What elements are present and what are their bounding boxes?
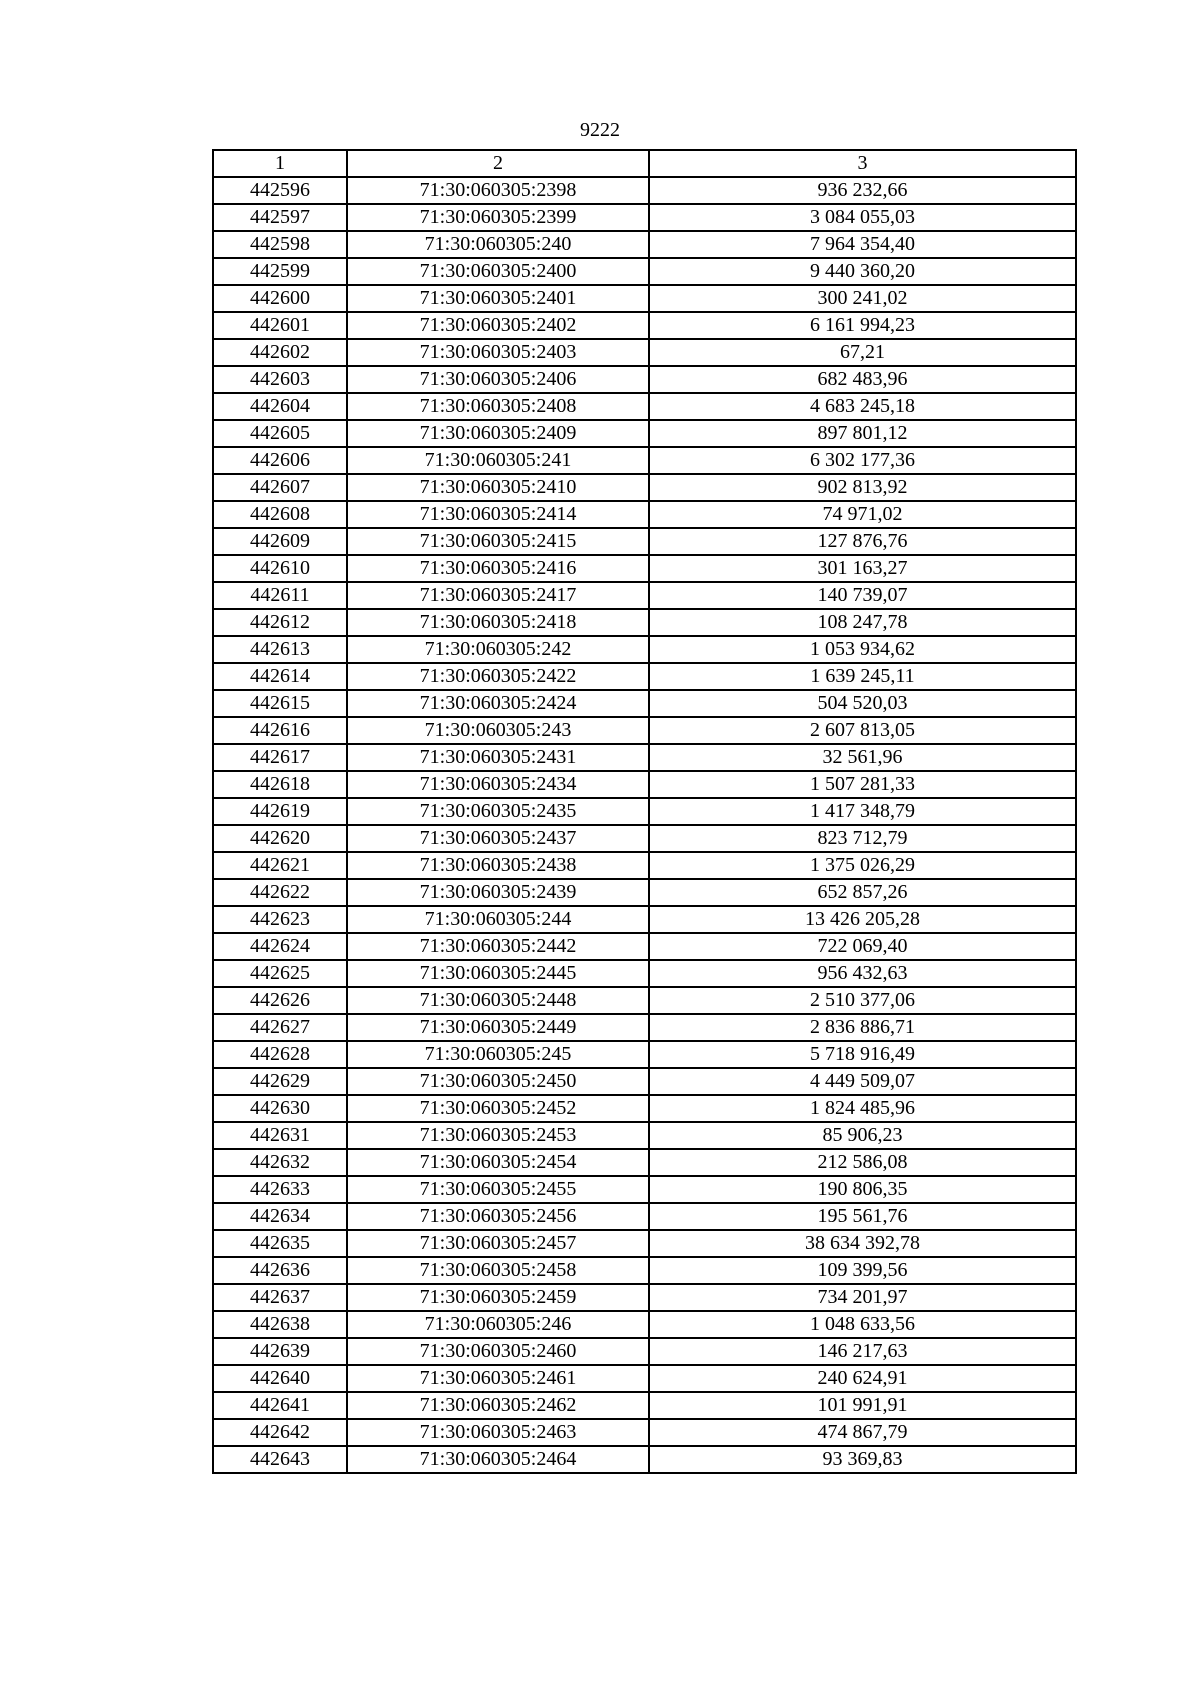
row-number-cell: 442632	[213, 1149, 347, 1176]
cadastral-number-cell: 71:30:060305:2455	[347, 1176, 649, 1203]
cadastral-number-cell: 71:30:060305:2454	[347, 1149, 649, 1176]
cadastral-value-cell: 823 712,79	[649, 825, 1076, 852]
row-number-cell: 442638	[213, 1311, 347, 1338]
cadastral-number-cell: 71:30:060305:2437	[347, 825, 649, 852]
cadastral-value-cell: 897 801,12	[649, 420, 1076, 447]
cadastral-value-cell: 190 806,35	[649, 1176, 1076, 1203]
row-number-cell: 442619	[213, 798, 347, 825]
table-row	[213, 258, 1076, 285]
cadastral-number-cell: 71:30:060305:241	[347, 447, 649, 474]
cadastral-value-cell: 682 483,96	[649, 366, 1076, 393]
cadastral-value-cell: 93 369,83	[649, 1446, 1076, 1473]
cadastral-number-cell: 71:30:060305:2463	[347, 1419, 649, 1446]
table-row	[213, 447, 1076, 474]
cadastral-value-cell: 504 520,03	[649, 690, 1076, 717]
page-number: 9222	[580, 119, 620, 141]
cadastral-value-cell: 1 048 633,56	[649, 1311, 1076, 1338]
cadastral-number-cell: 71:30:060305:2459	[347, 1284, 649, 1311]
cadastral-number-cell: 71:30:060305:2439	[347, 879, 649, 906]
table-header-row	[213, 150, 1076, 177]
cadastral-number-cell: 71:30:060305:2445	[347, 960, 649, 987]
row-number-cell: 442610	[213, 555, 347, 582]
row-number-cell: 442635	[213, 1230, 347, 1257]
table-row	[213, 771, 1076, 798]
row-number-cell: 442641	[213, 1392, 347, 1419]
cadastral-number-cell: 71:30:060305:2400	[347, 258, 649, 285]
cadastral-number-cell: 71:30:060305:243	[347, 717, 649, 744]
row-number-cell: 442604	[213, 393, 347, 420]
table-row	[213, 1365, 1076, 1392]
table-row	[213, 636, 1076, 663]
cadastral-number-cell: 71:30:060305:2416	[347, 555, 649, 582]
cadastral-value-cell: 7 964 354,40	[649, 231, 1076, 258]
cadastral-number-cell: 71:30:060305:2457	[347, 1230, 649, 1257]
table-row	[213, 663, 1076, 690]
cadastral-number-cell: 71:30:060305:2435	[347, 798, 649, 825]
row-number-cell: 442616	[213, 717, 347, 744]
row-number-cell: 442602	[213, 339, 347, 366]
cadastral-number-cell: 71:30:060305:2399	[347, 204, 649, 231]
table-row	[213, 1392, 1076, 1419]
cadastral-number-cell: 71:30:060305:2460	[347, 1338, 649, 1365]
table-row	[213, 609, 1076, 636]
cadastral-number-cell: 71:30:060305:2452	[347, 1095, 649, 1122]
cadastral-number-cell: 71:30:060305:2409	[347, 420, 649, 447]
cadastral-number-cell: 71:30:060305:2431	[347, 744, 649, 771]
cadastral-value-cell: 109 399,56	[649, 1257, 1076, 1284]
cadastral-number-cell: 71:30:060305:2415	[347, 528, 649, 555]
cadastral-value-cell: 301 163,27	[649, 555, 1076, 582]
cadastral-number-cell: 71:30:060305:2402	[347, 312, 649, 339]
cadastral-value-cell: 722 069,40	[649, 933, 1076, 960]
table-row	[213, 177, 1076, 204]
cadastral-number-cell: 71:30:060305:2442	[347, 933, 649, 960]
row-number-cell: 442608	[213, 501, 347, 528]
table-row	[213, 474, 1076, 501]
table-row	[213, 420, 1076, 447]
row-number-cell: 442639	[213, 1338, 347, 1365]
table-row	[213, 312, 1076, 339]
table-row	[213, 501, 1076, 528]
row-number-cell: 442630	[213, 1095, 347, 1122]
cadastral-value-cell: 734 201,97	[649, 1284, 1076, 1311]
table-row	[213, 582, 1076, 609]
table-row	[213, 1446, 1076, 1473]
row-number-cell: 442606	[213, 447, 347, 474]
cadastral-value-cell: 101 991,91	[649, 1392, 1076, 1419]
cadastral-value-cell: 1 417 348,79	[649, 798, 1076, 825]
row-number-cell: 442631	[213, 1122, 347, 1149]
cadastral-number-cell: 71:30:060305:2448	[347, 987, 649, 1014]
row-number-cell: 442600	[213, 285, 347, 312]
table-row	[213, 798, 1076, 825]
table-row	[213, 1311, 1076, 1338]
cadastral-number-cell: 71:30:060305:2458	[347, 1257, 649, 1284]
table-row	[213, 339, 1076, 366]
table-row	[213, 285, 1076, 312]
table-row	[213, 825, 1076, 852]
cadastral-number-cell: 71:30:060305:240	[347, 231, 649, 258]
cadastral-number-cell: 71:30:060305:2461	[347, 1365, 649, 1392]
row-number-cell: 442626	[213, 987, 347, 1014]
row-number-cell: 442629	[213, 1068, 347, 1095]
cadastral-value-cell: 67,21	[649, 339, 1076, 366]
row-number-cell: 442603	[213, 366, 347, 393]
table-row	[213, 1041, 1076, 1068]
column-header-cadastral-number: 2	[347, 150, 649, 177]
table-row	[213, 987, 1076, 1014]
row-number-cell: 442611	[213, 582, 347, 609]
cadastral-number-cell: 71:30:060305:2453	[347, 1122, 649, 1149]
cadastral-number-cell: 71:30:060305:2449	[347, 1014, 649, 1041]
table-row	[213, 393, 1076, 420]
cadastral-number-cell: 71:30:060305:2401	[347, 285, 649, 312]
table-row	[213, 555, 1076, 582]
table-row	[213, 717, 1076, 744]
cadastral-value-cell: 1 824 485,96	[649, 1095, 1076, 1122]
cadastral-number-cell: 71:30:060305:2456	[347, 1203, 649, 1230]
row-number-cell: 442609	[213, 528, 347, 555]
cadastral-value-cell: 1 639 245,11	[649, 663, 1076, 690]
table-row	[213, 1338, 1076, 1365]
cadastral-value-cell: 1 375 026,29	[649, 852, 1076, 879]
row-number-cell: 442613	[213, 636, 347, 663]
table-row	[213, 1203, 1076, 1230]
cadastral-value-cell: 5 718 916,49	[649, 1041, 1076, 1068]
table-row	[213, 744, 1076, 771]
row-number-cell: 442625	[213, 960, 347, 987]
table-row	[213, 933, 1076, 960]
table-row	[213, 1230, 1076, 1257]
cadastral-value-cell: 936 232,66	[649, 177, 1076, 204]
cadastral-number-cell: 71:30:060305:2424	[347, 690, 649, 717]
cadastral-value-cell: 127 876,76	[649, 528, 1076, 555]
row-number-cell: 442624	[213, 933, 347, 960]
cadastral-value-table	[212, 149, 1077, 1474]
table-row	[213, 1095, 1076, 1122]
row-number-cell: 442614	[213, 663, 347, 690]
cadastral-value-cell: 6 302 177,36	[649, 447, 1076, 474]
row-number-cell: 442627	[213, 1014, 347, 1041]
table-row	[213, 1014, 1076, 1041]
row-number-cell: 442618	[213, 771, 347, 798]
table-body	[213, 177, 1076, 1473]
cadastral-number-cell: 71:30:060305:246	[347, 1311, 649, 1338]
cadastral-value-cell: 108 247,78	[649, 609, 1076, 636]
cadastral-number-cell: 71:30:060305:2462	[347, 1392, 649, 1419]
row-number-cell: 442605	[213, 420, 347, 447]
cadastral-number-cell: 71:30:060305:2398	[347, 177, 649, 204]
table-row	[213, 690, 1076, 717]
cadastral-number-cell: 71:30:060305:2417	[347, 582, 649, 609]
row-number-cell: 442617	[213, 744, 347, 771]
cadastral-number-cell: 71:30:060305:242	[347, 636, 649, 663]
cadastral-value-cell: 4 449 509,07	[649, 1068, 1076, 1095]
cadastral-number-cell: 71:30:060305:2438	[347, 852, 649, 879]
row-number-cell: 442601	[213, 312, 347, 339]
row-number-cell: 442634	[213, 1203, 347, 1230]
cadastral-value-cell: 32 561,96	[649, 744, 1076, 771]
row-number-cell: 442623	[213, 906, 347, 933]
cadastral-number-cell: 71:30:060305:2434	[347, 771, 649, 798]
cadastral-number-cell: 71:30:060305:2464	[347, 1446, 649, 1473]
table-row	[213, 879, 1076, 906]
cadastral-number-cell: 71:30:060305:245	[347, 1041, 649, 1068]
cadastral-number-cell: 71:30:060305:2418	[347, 609, 649, 636]
cadastral-number-cell: 71:30:060305:2450	[347, 1068, 649, 1095]
table-row	[213, 1257, 1076, 1284]
cadastral-number-cell: 71:30:060305:2410	[347, 474, 649, 501]
cadastral-value-cell: 652 857,26	[649, 879, 1076, 906]
cadastral-value-cell: 146 217,63	[649, 1338, 1076, 1365]
row-number-cell: 442642	[213, 1419, 347, 1446]
table-row	[213, 1122, 1076, 1149]
cadastral-number-cell: 71:30:060305:2414	[347, 501, 649, 528]
row-number-cell: 442637	[213, 1284, 347, 1311]
row-number-cell: 442622	[213, 879, 347, 906]
cadastral-value-cell: 85 906,23	[649, 1122, 1076, 1149]
cadastral-value-cell: 2 836 886,71	[649, 1014, 1076, 1041]
cadastral-value-cell: 9 440 360,20	[649, 258, 1076, 285]
row-number-cell: 442607	[213, 474, 347, 501]
row-number-cell: 442620	[213, 825, 347, 852]
table-row	[213, 1284, 1076, 1311]
cadastral-value-cell: 3 084 055,03	[649, 204, 1076, 231]
cadastral-value-cell: 195 561,76	[649, 1203, 1076, 1230]
cadastral-value-cell: 74 971,02	[649, 501, 1076, 528]
table-row	[213, 960, 1076, 987]
row-number-cell: 442633	[213, 1176, 347, 1203]
row-number-cell: 442599	[213, 258, 347, 285]
cadastral-value-cell: 2 510 377,06	[649, 987, 1076, 1014]
row-number-cell: 442615	[213, 690, 347, 717]
cadastral-number-cell: 71:30:060305:2406	[347, 366, 649, 393]
row-number-cell: 442598	[213, 231, 347, 258]
row-number-cell: 442596	[213, 177, 347, 204]
row-number-cell: 442597	[213, 204, 347, 231]
cadastral-value-cell: 300 241,02	[649, 285, 1076, 312]
cadastral-value-cell: 1 053 934,62	[649, 636, 1076, 663]
cadastral-value-cell: 1 507 281,33	[649, 771, 1076, 798]
column-header-value: 3	[649, 150, 1076, 177]
table-row	[213, 204, 1076, 231]
cadastral-value-cell: 140 739,07	[649, 582, 1076, 609]
cadastral-value-cell: 2 607 813,05	[649, 717, 1076, 744]
row-number-cell: 442612	[213, 609, 347, 636]
cadastral-number-cell: 71:30:060305:244	[347, 906, 649, 933]
table-row	[213, 906, 1076, 933]
column-header-number: 1	[213, 150, 347, 177]
cadastral-value-cell: 6 161 994,23	[649, 312, 1076, 339]
row-number-cell: 442628	[213, 1041, 347, 1068]
table-row	[213, 1149, 1076, 1176]
table-row	[213, 1419, 1076, 1446]
row-number-cell: 442621	[213, 852, 347, 879]
cadastral-value-cell: 38 634 392,78	[649, 1230, 1076, 1257]
table-row	[213, 1176, 1076, 1203]
cadastral-number-cell: 71:30:060305:2403	[347, 339, 649, 366]
cadastral-value-cell: 4 683 245,18	[649, 393, 1076, 420]
cadastral-value-cell: 13 426 205,28	[649, 906, 1076, 933]
row-number-cell: 442636	[213, 1257, 347, 1284]
table-row	[213, 852, 1076, 879]
table-row	[213, 1068, 1076, 1095]
table-row	[213, 366, 1076, 393]
table-row	[213, 528, 1076, 555]
cadastral-value-cell: 240 624,91	[649, 1365, 1076, 1392]
row-number-cell: 442643	[213, 1446, 347, 1473]
cadastral-value-cell: 474 867,79	[649, 1419, 1076, 1446]
cadastral-value-cell: 902 813,92	[649, 474, 1076, 501]
cadastral-number-cell: 71:30:060305:2408	[347, 393, 649, 420]
cadastral-value-cell: 956 432,63	[649, 960, 1076, 987]
cadastral-value-cell: 212 586,08	[649, 1149, 1076, 1176]
row-number-cell: 442640	[213, 1365, 347, 1392]
table-row	[213, 231, 1076, 258]
cadastral-number-cell: 71:30:060305:2422	[347, 663, 649, 690]
